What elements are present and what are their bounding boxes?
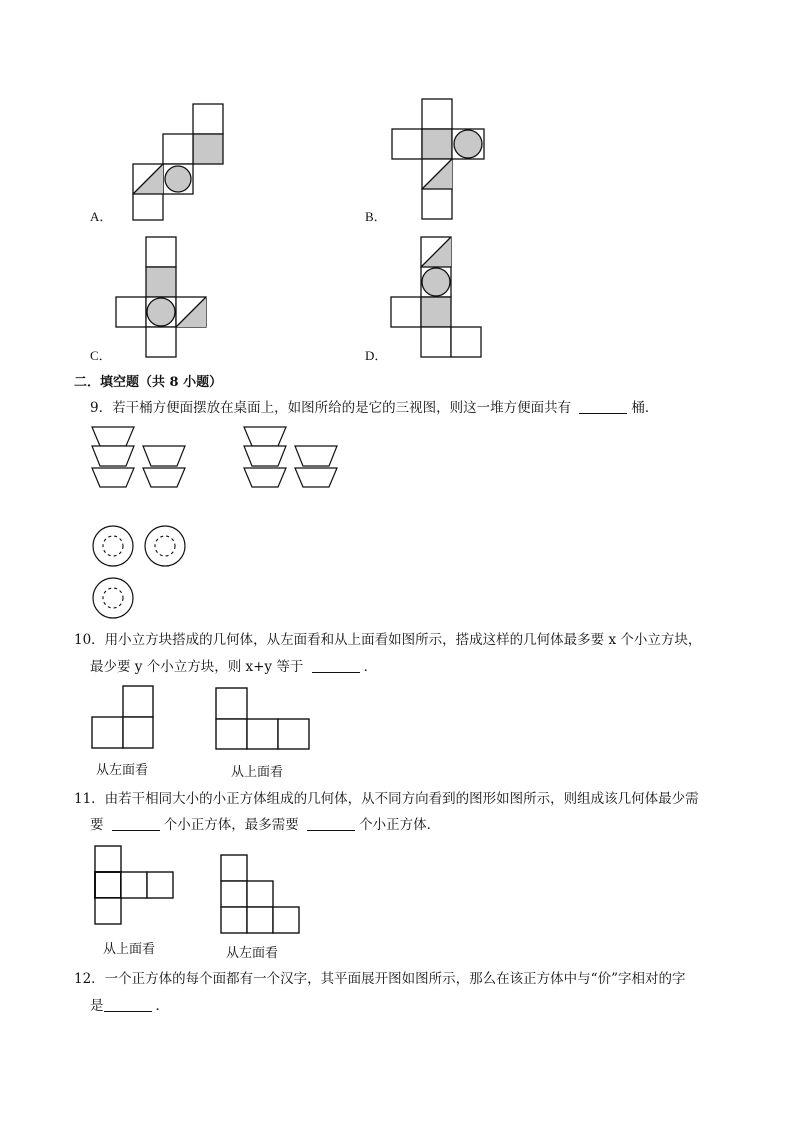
- question-10-line1: 10．用小立方块搭成的几何体，从左面看和从上面看如图所示，搭成这样的几何体最多要 x 个小立方块，: [74, 632, 702, 648]
- section-heading: 二．填空题（共 8 小题）: [74, 375, 223, 390]
- question-12-line2: [90, 996, 169, 1016]
- question-12-line1: 12．一个正方体的每个面都有一个汉字，其平面展开图如图所示，那么在该正方体中与“价”字相对的字: [74, 971, 686, 987]
- question-11-line1: 11．由若干相同大小的小正方体组成的几何体，从不同方向看到的图形如图所示，则组成该几何体最少需: [74, 791, 699, 807]
- q11-caption-left: 从左面看: [226, 946, 279, 961]
- option-a-label[interactable]: A．: [90, 209, 113, 224]
- option-c-label[interactable]: C．: [90, 348, 112, 363]
- q12-answer-blank[interactable]: [104, 997, 152, 1012]
- q11-text-a: 要: [90, 817, 108, 833]
- q9-text-after: 桶．: [631, 400, 659, 416]
- q10-text-before: 最少要 y 个小立方块，则 x+y 等于: [90, 659, 308, 675]
- q12-text-before: 是: [90, 998, 104, 1014]
- q10-text-after: ．: [363, 659, 378, 675]
- q10-caption-top: 从上面看: [231, 765, 284, 780]
- q9-text-before: 9．若干桶方便面摆放在桌面上，如图所给的是它的三视图，则这一堆方便面共有: [90, 400, 576, 416]
- q11-text-b: 个小正方体，最多需要: [163, 817, 304, 833]
- q12-text-after: ．: [155, 998, 169, 1014]
- option-d-label[interactable]: D．: [365, 348, 388, 363]
- q10-caption-left: 从左面看: [96, 763, 149, 778]
- q11-text-c: 个小正方体．: [359, 817, 441, 833]
- q11-caption-top: 从上面看: [103, 942, 156, 957]
- option-b-label[interactable]: B．: [365, 209, 387, 224]
